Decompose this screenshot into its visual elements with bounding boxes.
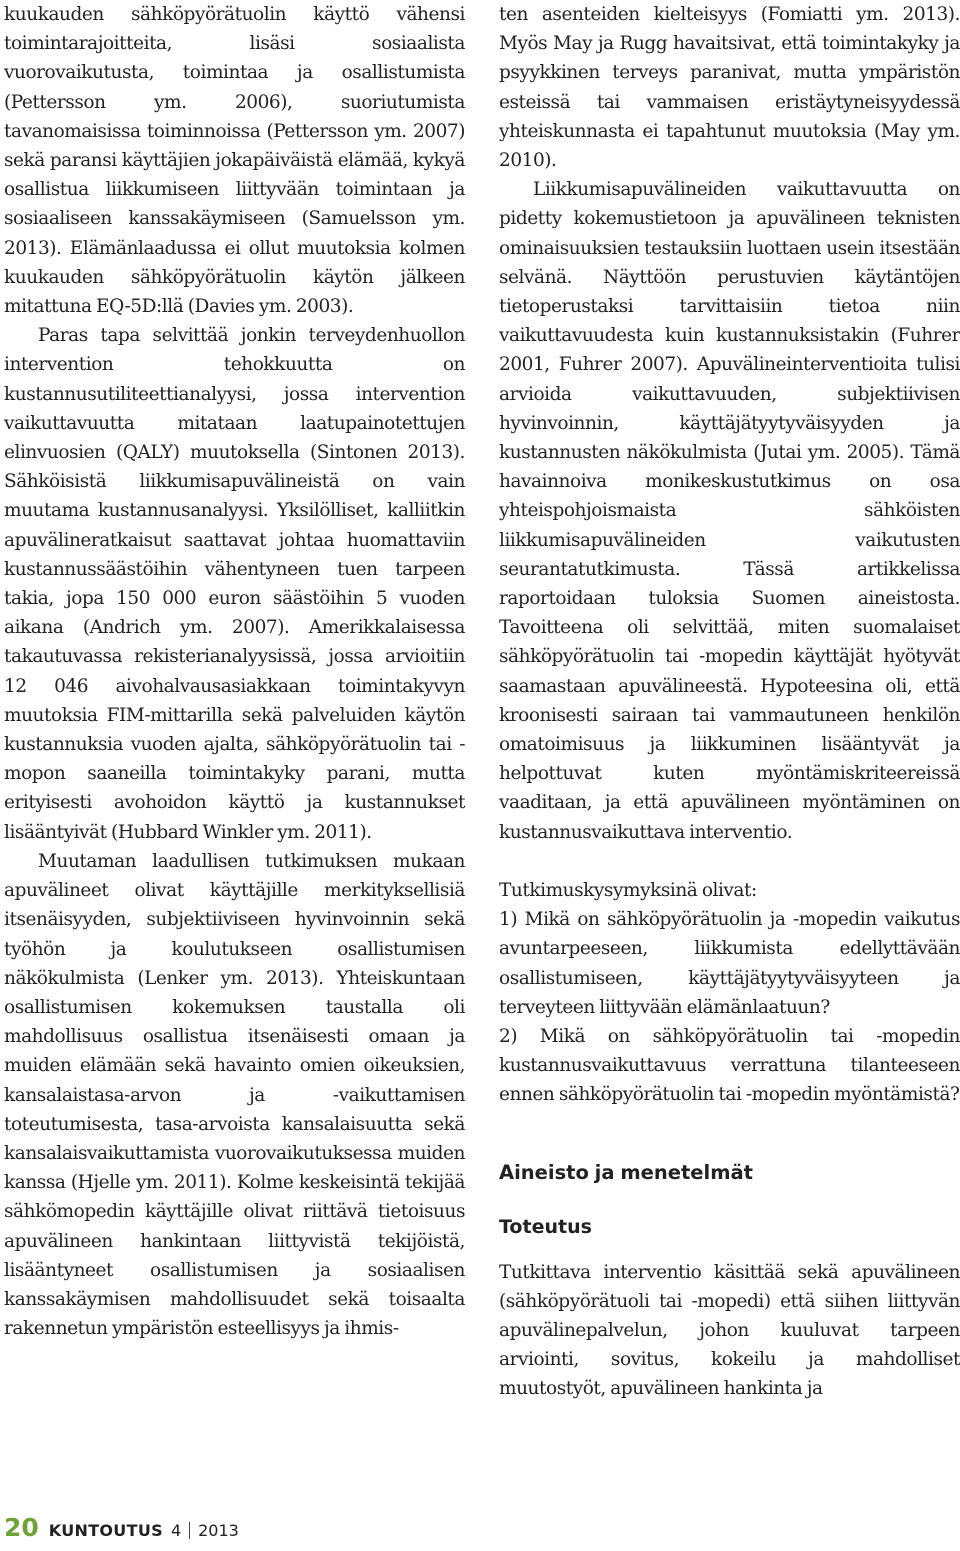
page-footer [4, 1513, 239, 1547]
body-paragraph: Liikkumisapuvälineiden vaikuttavuutta on pidetty kokemustietoon ja apuvälineen teknisten ominaisuuksien testauksiin luottaen usein itsestään selvänä. Näyttöön perustuvien käytäntöjen tietoperustaksi tarvittaisiin tietoa niin vaikuttavuudesta kuin kustannuksistakin (Fuhrer 2001, Fuhrer 2007). Apuvälineinterventioita tulisi arvioida vaikuttavuuden, subjektiivisen hyvinvoinnin, käyttäjätyytyväisyyden ja kustannusten näkökulmista (Jutai ym. 2005). Tämä havainnoiva monikeskustutkimus on osa yhteispohjoismaista sähköisten liikkumisapuvälineiden vaikutusten seurantatutkimusta. Tässä artikkelissa raportoidaan tuloksia Suomen aineistosta. Tavoitteena oli selvittää, miten suomalaiset sähköpyörätuolin tai -mopedin käyttäjät hyötyvät saamastaan apuvälineestä. Hypoteesina oli, että kroonisesti sairaan tai vammautuneen henkilön omatoimisuus ja liikkuminen lisääntyvät ja helpottuvat kuten myöntämiskriteereissä vaaditaan, ja että apuvälineen myöntäminen on kustannusvaikuttava interventio. [499, 179, 960, 843]
section-heading: Aineisto ja menetelmät [499, 1160, 753, 1184]
body-paragraph: Muutaman laadullisen tutkimuksen mukaan apuvälineet olivat käyttäjille merkityksellisiä itsenäisyyden, subjektiiviseen hyvinvoinnin sekä työhön ja koulutukseen osallistumisen näkökulmista (Lenker ym. 2013). Yhteiskuntaan osallistumisen kokemuksen taustalla oli mahdollisuus osallistua itsenäisesti omaan ja muiden elämään sekä havainto omien oikeuksien, kansalaistasa-arvon ja -vaikuttamisen toteutumisesta, tasa-arvoista kansalaisuutta sekä kansalaisvaikuttamista vuorovaikutuksessa muiden kanssa (Hjelle ym. 2011). Kolme keskeisintä tekijää sähkömopedin käyttäjille olivat riittävä tietoisuus apuvälineen hankintaan liittyvistä tekijöistä, lisääntyneet osallistumisen ja sosiaalisen kanssakäymisen mahdollisuudet sekä toisaalta rakennetun ympäristön esteellisyys ja ihmis- [4, 850, 465, 1340]
issue-number: 4 [170, 1521, 182, 1540]
subsection-heading: Toteutus [499, 1215, 592, 1238]
research-questions-intro: Tutkimuskysymyksinä olivat: [499, 879, 757, 901]
body-paragraph: Paras tapa selvittää jonkin terveydenhuollon intervention tehokkuutta on kustannusutiliteettianalyysi, jossa intervention vaikuttavuutta mitataan laatupainotettujen elinvuosien (QALY) muutoksella (Sintonen 2013). Sähköisistä liikkumisapuvälineistä on vain muutama kustannusanalyysi. Yksilölliset, kalliitkin apuvälineratkaisut saattavat johtaa huomattaviin kustannussäästöihin vähentyneen tuen tarpeen takia, jopa 150 000 euron säästöihin 5 vuoden aikana (Andrich ym. 2007). Amerikkalaisessa takautuvassa rekisterianalyysissä, jossa arvioitiin 12 046 aivohalvausasiakkaan toimintakyvyn muutoksia FIM-mittarilla sekä palveluiden käytön kustannuksia vuoden ajalta, sähköpyörätuolin tai -mopon saaneilla toimintakyky parani, mutta erityisesti avohoidon käyttö ja kustannukset lisääntyivät (Hubbard Winkler ym. 2011). [4, 325, 465, 843]
spacer [499, 1187, 960, 1213]
publication-year: 2013 [198, 1521, 239, 1540]
journal-name: KUNTOUTUS [48, 1521, 163, 1540]
body-paragraph: ten asenteiden kielteisyys (Fomiatti ym. 2013). Myös May ja Rugg havaitsivat, että toimintakyky ja psyykkinen terveys paranivat, mutta ympäristön esteissä tai vammaisen eristäytyneisyydessä yhteiskunnasta ei tapahtunut muutoksia (May ym. 2010). [499, 4, 960, 172]
left-column [4, 0, 465, 1343]
body-paragraph: Tutkittava interventio käsittää sekä apuvälineen (sähköpyörätuoli tai -mopedi) että siihen liittyvän apuvälinepalvelun, johon kuuluvat tarpeen arviointi, sovitus, kokeilu ja mahdolliset muutostyöt, apuvälineen hankinta ja [499, 1261, 960, 1400]
right-column [499, 0, 960, 1404]
research-question: 2) Mikä on sähköpyörätuolin tai -mopedin kustannusvaikuttavuus verrattuna tilanteeseen ennen sähköpyörätuolin tai -mopedin myöntämistä? [499, 1025, 960, 1106]
footer-separator [189, 1522, 190, 1539]
research-question: 1) Mikä on sähköpyörätuolin ja -mopedin vaikutus avuntarpeeseen, liikkumista edellyttävään osallistumiseen, käyttäjätyytyväisyyteen ja terveyteen liittyvään elämänlaatuun? [499, 909, 960, 1018]
spacer [499, 1242, 960, 1258]
spacer [499, 1110, 960, 1158]
body-paragraph: kuukauden sähköpyörätuolin käyttö vähensi toimintarajoitteita, lisäsi sosiaalista vuorovaikutusta, toimintaa ja osallistumista (Pettersson ym. 2006), suoriutumista tavanomaisissa toiminnoissa (Pettersson ym. 2007) sekä paransi käyttäjien jokapäiväistä elämää, kykyä osallistua liikkumiseen liittyvään toimintaan ja sosiaaliseen kanssakäymiseen (Samuelsson ym. 2013). Elämänlaadussa ei ollut muutoksia kolmen kuukauden sähköpyörätuolin käytön jälkeen mitattuna EQ-5D:llä (Davies ym. 2003). [4, 4, 465, 318]
spacer [499, 847, 960, 876]
page-number: 20 [4, 1513, 39, 1542]
